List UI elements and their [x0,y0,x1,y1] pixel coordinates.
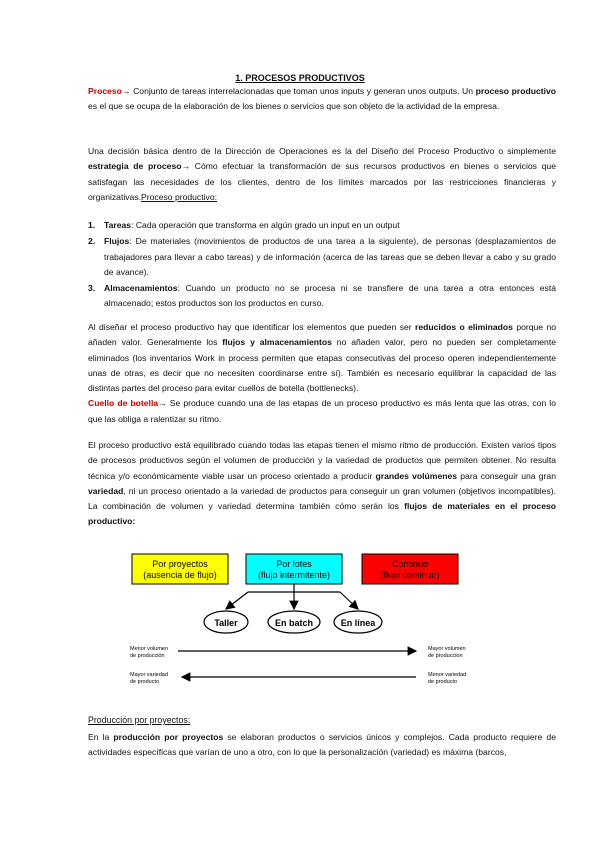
term-cuello-de-botella: Cuello de botella [88,398,159,409]
subheading-produccion-proyectos: Producción por proyectos: [88,715,191,725]
connector-arrow [226,592,248,609]
list-item: 3. Almacenamientos: Cuando un producto no se procesa ni se transfiere de una tarea a otra entonces está almacenado; estos productos son los productos en curso. [88,283,556,309]
connector-arrow [248,584,340,592]
box2-line2: (flujo intermitente) [257,570,331,580]
box3-line2: (flujo continuo) [380,570,440,580]
arrow: → [181,161,191,172]
arrow: → [121,86,131,96]
box1-line1: Por proyectos [152,559,208,569]
paragraph-disenar: Al diseñar el proceso productivo hay que identificar los elementos que pueden ser reducidos o eliminados porque no añaden valor. Generalmente los flujos y almacenamientos no añaden valor, pero no pueden ser completamente eliminados (los inventarios Work in process permiten que etapas consecutivas del proceso operen independientemente unas de otras, es decir que no necesiten coordinarse entre sí). También es necesario equilibrar la capacidad de las distintas partes del proceso para evitar cuellos de botella (bottlenecks). Cuello de botella→ Se produce cuando una de las etapas de un proceso productivo es más lenta que las otras, con lo que las obliga a ralentizar su ritmo. [88,322,557,424]
box2-line1: Por lotes [276,559,312,569]
paragraph-proceso: Proceso→ Conjunto de tareas interrelacionadas que toman unos inputs y generan unos outputs. Un proceso productivo es el que se ocupa de la elaboración de los bienes o servicios que son objeto de la actividad de la empresa. [88,86,557,112]
label-mayor-volumen-1: Mayor volumen [428,646,466,652]
box1-line2: (ausencia de flujo) [143,570,217,580]
oval2-label: En batch [274,618,314,628]
section-title: 1. PROCESOS PRODUCTIVOS [235,73,365,83]
paragraph-estrategia: Una decisión básica dentro de la Dirección de Operaciones es la del Diseño del Proceso Productivo o simplemente estrategia de proceso→ Cómo efectuar la transformación de sus recursos productivos en bienes o servicios que satisfagan las necesidades de los clientes, dentro de los límites marcados por las restricciones financieras y organizativas.Proceso productivo: [88,146,556,202]
list-item: 2. Flujos: De materiales (movimientos de productos de una tarea a la siguiente), de personas (desplazamientos de trabajadores para llevar a cabo tareas) y de información (acerca de las tareas que se deben llevar a cabo y su grado de avance). [88,236,556,277]
label-mayor-volumen-2: de produccion [428,653,463,659]
connector-arrow [340,592,358,609]
label-menor-volumen-1: Menor volumen [130,646,168,652]
elements-list [88,218,556,313]
oval1-label: Taller [214,618,238,628]
arrow: → [158,398,167,409]
label-menor-volumen-2: de producción [130,653,165,659]
label-mayor-variedad-2: de producto [130,679,160,685]
label-mayor-variedad-1: Mayor variedad [130,672,168,678]
label-menor-variedad-1: Menor variedad [428,672,467,678]
process-flow-diagram [120,546,488,694]
label-menor-variedad-2: de producto [428,679,458,685]
paragraph-proyectos: En la producción por proyectos se elaboran productos o servicios únicos y complejos. Cada producto requiere de actividades específicas que varían de uno a otro, con lo que la personalización (variedad) es máxima (barcos, [88,732,556,758]
subheading-proceso-productivo: Proceso productivo: [141,191,217,202]
oval3-label: En línea [340,618,376,628]
box3-line1: Continuo [391,559,429,569]
term-proceso: Proceso [88,86,122,96]
paragraph-equilibrado: El proceso productivo está equilibrado cuando todas las etapas tienen el mismo ritmo de producción. Existen varios tipos de procesos productivos según el volumen de producción y la variedad de productos que permiten obtener. No resulta técnica y/o económicamente viable usar un proceso orientado a producir grandes volúmenes para conseguir una gran variedad, ni un proceso orientado a la variedad de productos para conseguir un gran volumen (objetivos incompatibles). La combinación de volumen y variedad determina también cómo serán los flujos de materiales en el proceso productivo: [88,440,556,527]
list-item: 1. Tareas: Cada operación que transforma en algún grado un input en un output [88,220,400,230]
